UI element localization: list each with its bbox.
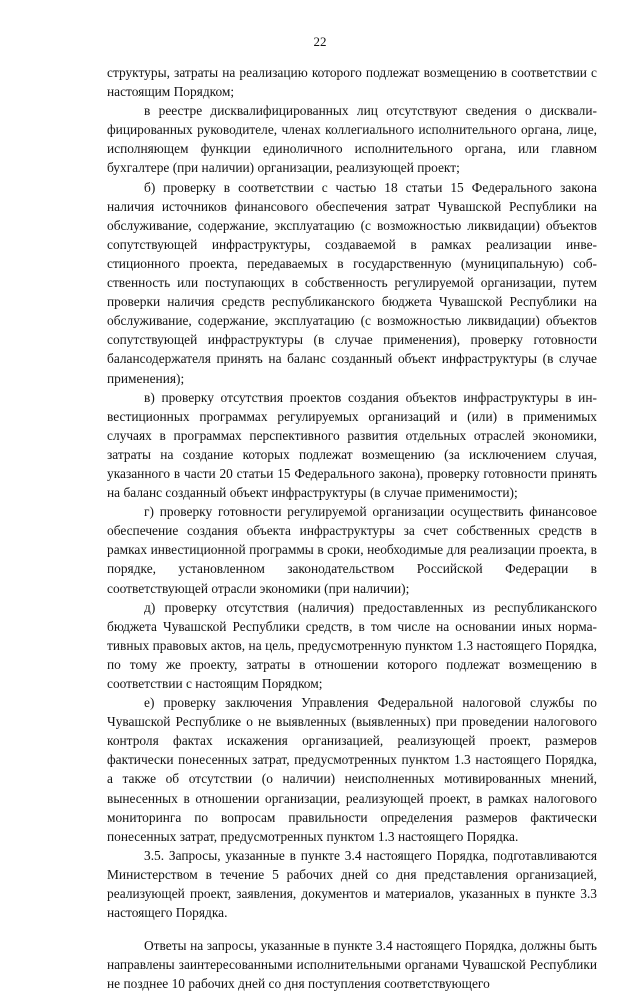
paragraph-section-3-5: 3.5. Запросы, указанные в пункте 3.4 настоящего Порядка, подготавливаются Министерством в течение 5 рабочих дней со дня представления организацией, реализующей проект, заявления, документов и материалов, указанных в пункте 3.3 настоящего Порядка.: [107, 847, 597, 921]
document-body: [107, 63, 597, 994]
paragraph-item-v: в) проверку отсутствия проектов создания объектов инфраструктуры в инвестиционных программах регулируемых организаций и (или) в применимых случаях в программах перспективного развития отдельных отраслей экономики, затраты на создание которых подлежат возмещению (за исключением случая, указанного в части 20 статьи 15 Федерального закона), проверку готовности принять на баланс созданный объект инфраструктуры (в случае применимости);: [107, 389, 597, 501]
paragraph-disqualified-registry: в реестре дисквалифицированных лиц отсутствуют сведения о дисквалифицированных руководителе, членах коллегиального исполнительного органа, лице, исполняющем функции единоличного исполнительного органа, или главном бухгалтере (при наличии) организации, реализующей проект;: [107, 103, 597, 176]
paragraph-item-e: е) проверку заключения Управления Федеральной налоговой службы по Чувашской Республике о не выявленных (выявленных) при проведении налогового контроля фактах искажения организацией, реализующей проект, размеров фактически понесенных затрат, предусмотренных пунктом 1.3 настоящего Порядка, а также об отсутствии (о наличии) неисполненных мотивированных мнений, вынесенных в отношении организации, реализующей проект, в рамках налогового мониторинга по вопросам правильности определения размеров фактически понесенных затрат, предусмотренных пунктом 1.3 настоящего Порядка.: [107, 695, 597, 844]
paragraph-responses: Ответы на запросы, указанные в пункте 3.4 настоящего Порядка, должны быть направлены заинтересованными исполнительными органами Чувашской Республики не позднее 10 рабочих дней со дня поступления соответствующего: [107, 938, 597, 992]
paragraph-item-d: д) проверку отсутствия (наличия) предоставленных из республиканского бюджета Чувашской Республики средств, в том числе на основании иных нормативных правовых актов, на цель, предусмотренную пунктом 1.3 настоящего Порядка, по тому же проекту, затраты в отношении которого подлежат возмещению в соответствии с настоящим Порядком;: [107, 599, 597, 691]
page-number: 22: [313, 34, 327, 49]
paragraph-item-g: г) проверку готовности регулируемой организации осуществить финансовое обеспечение создания объекта инфраструктуры за счет собственных средств в рамках инвестиционной программы в сроки, необходимые для реализации проекта, в порядке, установленном законодательством Российской Федерации в соответствующей отрасли экономики (при наличии);: [107, 504, 597, 596]
paragraph-item-b: б) проверку в соответствии с частью 18 статьи 15 Федерального закона наличия источников финансового обеспечения затрат Чувашской Республики на обслуживание, содержание, эксплуатацию (с возможностью ликвидации) объектов сопутствующей инфраструктуры, создаваемой в рамках реализации инвестиционного проекта, передаваемых в государственную (муниципальную) собственность или поступающих в собственность регулируемой организации, путем проверки наличия средств республиканского бюджета Чувашской Республики на обслуживание, содержание, эксплуатацию (с возможностью ликвидации) объектов сопутствующей инфраструктуры (в случае применения), проверку готовности балансодержателя принять на баланс созданный объект инфраструктуры (в случае применения);: [107, 179, 597, 386]
paragraph-continuation: структуры, затраты на реализацию которого подлежат возмещению в соответствии с настоящим Порядком;: [107, 65, 597, 100]
